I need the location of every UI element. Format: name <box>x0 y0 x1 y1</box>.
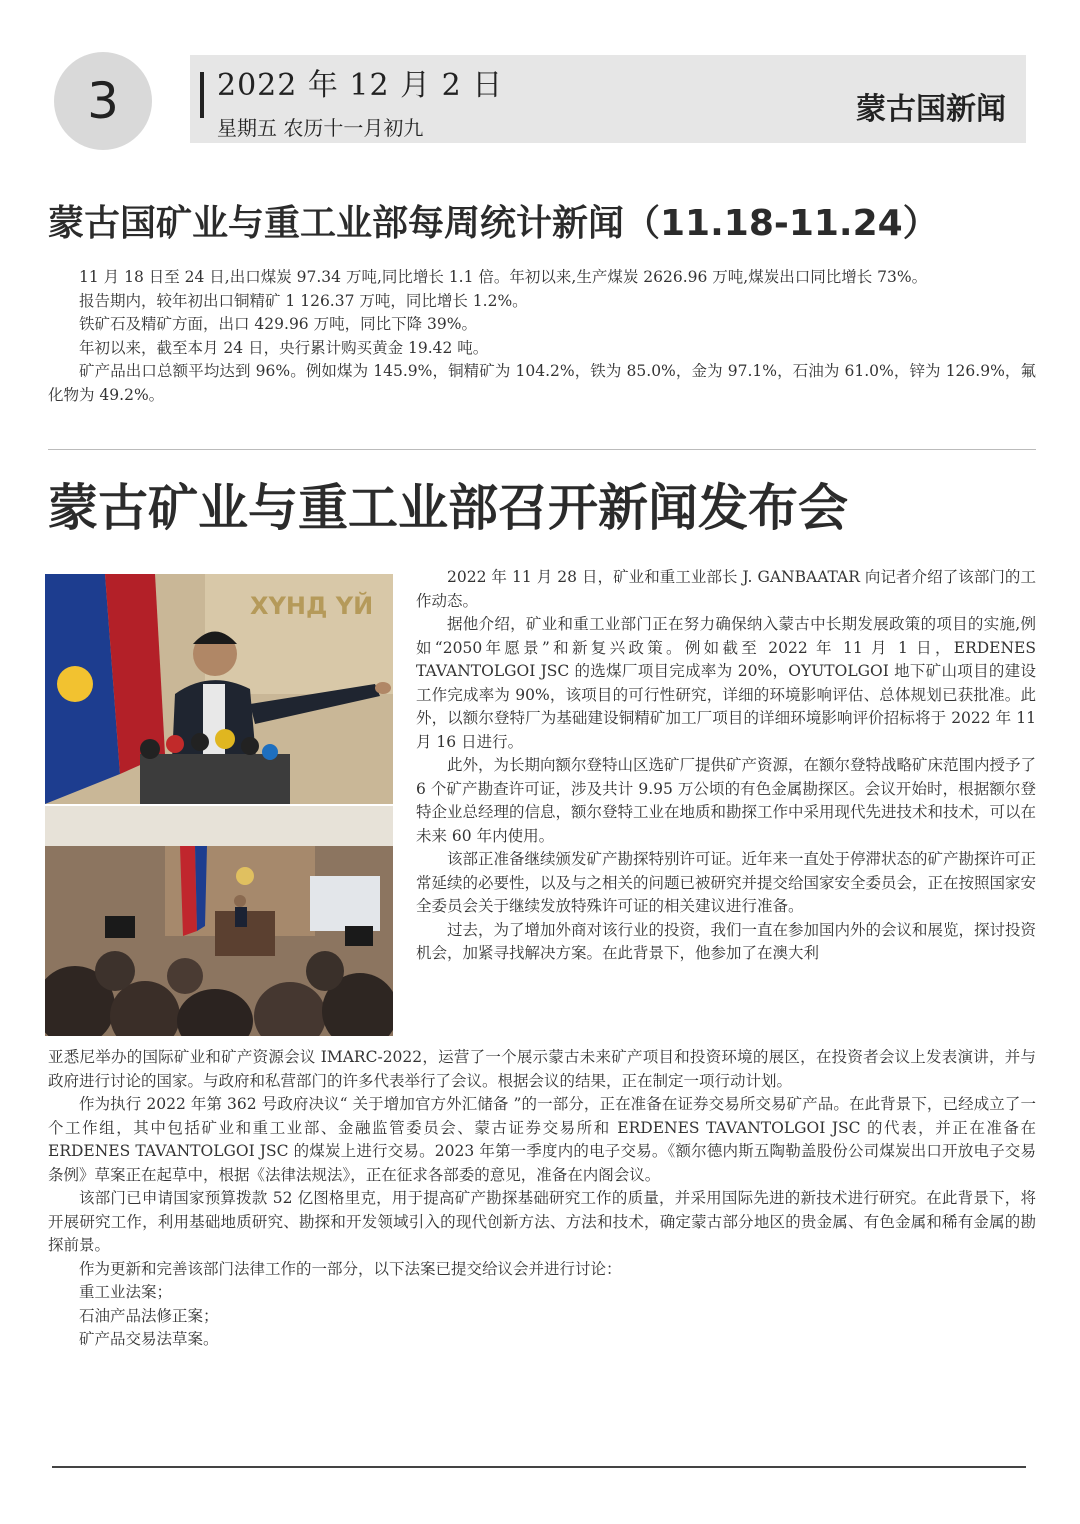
header-divider <box>200 72 204 118</box>
audience-photo <box>45 806 393 1036</box>
article1-paragraph: 年初以来，截至本月 24 日，央行累计购买黄金 19.42 吨。 <box>79 338 489 357</box>
lunar-date: 星期五 农历十一月初九 <box>217 116 424 140</box>
article2-paragraph: 亚悉尼举办的国际矿业和矿产资源会议 IMARC-2022，运营了一个展示蒙古未来矿产项目和投资环境的展区，在投资者会议上发表演讲，并与政府进行讨论的国家。与政府和私营部门的许多代表举行了会议。根据会议的结果，正在制定一项行动计划。 <box>48 1048 1036 1090</box>
article1-paragraph: 铁矿石及精矿方面，出口 429.96 万吨，同比下降 39%。 <box>79 315 477 333</box>
article2-body-column <box>416 566 1036 966</box>
article1-paragraph: 11 月 18 日至 24 日,出口煤炭 97.34 万吨,同比增长 1.1 倍。年初以来,生产煤炭 2626.96 万吨,煤炭出口同比增长 73%。 <box>79 268 928 286</box>
article1-body <box>48 266 1036 407</box>
photo-sign-text: ХҮНД ҮЙ <box>250 592 374 620</box>
issue-date: 2022 年 12 月 2 日 <box>217 68 504 103</box>
article2-paragraph: 此外，为长期向额尔登特山区选矿厂提供矿产资源，在额尔登特战略矿床范围内授予了 6 个矿产勘查许可证，涉及共计 9.95 万公顷的有色金属勘探区。会议开始时，根据额尔登特企业总经理的信息，额尔登特工业在地质和勘探工作中采用现代先进技术和技术，可以在未来 60 年内使用。 <box>416 756 1037 845</box>
article2-title: 蒙古矿业与重工业部召开新闻发布会 <box>48 479 848 537</box>
article2-paragraph: 作为执行 2022 年第 362 号政府决议“ 关于增加官方外汇储备 ”的一部分，正在准备在证券交易所交易矿产品。在此背景下，已经成立了一个工作组，其中包括矿业和重工业部、金融监管委员会、蒙古证券交易所和 ERDENES TAVANTOLGOI JSC 的代表，并正在准备在 ERDENES TAVANTOLGOI JSC 的煤炭上进行交易。2023 年第一季度内的电子交易。《额尔德内斯五陶勒盖股份公司煤炭出口开放电子交易条例》草案正在起草中，根据《法律法规法》，正在征求各部委的意见，准备在内阁会议。 <box>48 1095 1036 1184</box>
article2-paragraph: 2022 年 11 月 28 日，矿业和重工业部长 J. GANBAATAR 向记者介绍了该部门的工作动态。 <box>416 568 1036 610</box>
article2-paragraph: 据他介绍，矿业和重工业部门正在努力确保纳入蒙古中长期发展政策的项目的实施,例如“2050年愿景”和新复兴政策。例如截至 2022 年 11 月 1 日，ERDENES TAVANTOLGOI JSC 的选煤厂项目完成率为 20%，OYUTOLGOI 地下矿山项目的建设工作完成率为 90%，该项目的可行性研究，详细的环境影响评估、总体规划已获批准。此外，以额尔登特厂为基础建设铜精矿加工厂项目的详细环境影响评价招标将于 2022 年 11 月 16 日进行。 <box>416 615 1036 751</box>
article-divider <box>48 449 1036 450</box>
article2-paragraph: 作为更新和完善该部门法律工作的一部分，以下法案已提交给议会并进行讨论： <box>79 1259 622 1278</box>
article2-paragraph: 重工业法案； <box>79 1283 173 1301</box>
article2-paragraph: 过去，为了增加外商对该行业的投资，我们一直在参加国内外的会议和展览，探讨投资机会，加紧寻找解决方案。在此背景下，他参加了在澳大利 <box>416 920 1037 962</box>
section-title: 蒙古国新闻 <box>856 92 1006 127</box>
article1-title: 蒙古国矿业与重工业部每周统计新闻（11.18-11.24） <box>48 203 939 244</box>
article1-paragraph: 矿产品出口总额平均达到 96%。例如煤为 145.9%，铜精矿为 104.2%，铁为 85.0%，金为 97.1%，石油为 61.0%，锌为 126.9%，氟化物为 49.2%。 <box>48 362 1036 404</box>
page-number: 3 <box>54 52 152 150</box>
article1-paragraph: 报告期内，较年初出口铜精矿 1 126.37 万吨，同比增长 1.2%。 <box>79 291 528 310</box>
article2-body-full <box>48 1046 1036 1352</box>
footer-divider <box>52 1466 1026 1468</box>
article2-paragraph: 石油产品法修正案； <box>79 1306 219 1325</box>
press-conference-photo <box>45 574 393 804</box>
article2-paragraph: 矿产品交易法草案。 <box>79 1330 219 1348</box>
article2-paragraph: 该部门已申请国家预算拨款 52 亿图格里克，用于提高矿产勘探基础研究工作的质量，并采用国际先进的新技术进行研究。在此背景下，将开展研究工作，利用基础地质研究、勘探和开发领域引入的现代创新方法、方法和技术，确定蒙古部分地区的贵金属、有色金属和稀有金属的勘探前景。 <box>48 1189 1036 1254</box>
minister-speaking-image <box>45 574 393 804</box>
press-hall-image <box>45 806 393 1036</box>
article2-paragraph: 该部正准备继续颁发矿产勘探特别许可证。近年来一直处于停滞状态的矿产勘探许可正常延续的必要性，以及与之相关的问题已被研究并提交给国家安全委员会，正在按照国家安全委员会关于继续发放特殊许可证的相关建议进行准备。 <box>416 850 1037 915</box>
article2-photos <box>45 574 393 1036</box>
